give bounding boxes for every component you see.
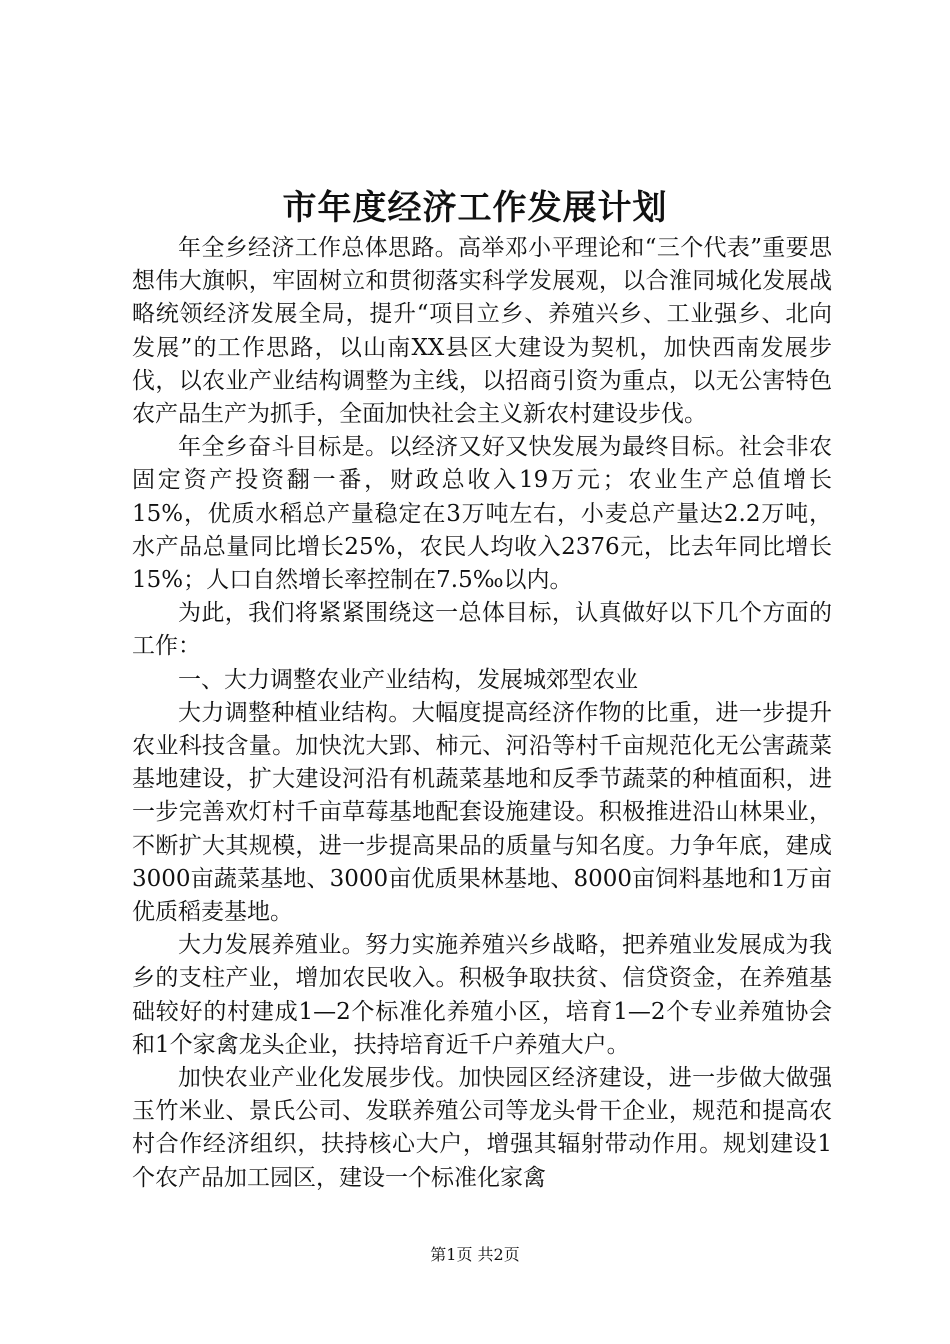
paragraph-work-intro: 为此，我们将紧紧围绕这一总体目标，认真做好以下几个方面的工作： (132, 600, 832, 660)
section-heading-agriculture: 一、大力调整农业产业结构，发展城郊型农业 (178, 666, 638, 693)
page-footer: 第1页 共2页 (430, 1245, 520, 1264)
paragraph-breeding-industry: 大力发展养殖业。努力实施养殖兴乡战略，把养殖业发展成为我乡的支柱产业，增加农民收入。积极争取扶贫、信贷资金，在养殖基础较好的村建成1—2个标准化养殖小区，培育1—2个专业养殖协会和1个家禽龙头企业，扶持培育近千户养殖大户。 (132, 932, 832, 1058)
paragraph-industrialization: 加快农业产业化发展步伐。加快园区经济建设，进一步做大做强玉竹米业、景氏公司、发联养殖公司等龙头骨干企业，规范和提高农村合作经济组织，扶持核心大户，增强其辐射带动作用。规划建设1个农产品加工园区，建设一个标准化家禽 (132, 1065, 832, 1191)
document-body (132, 232, 832, 1195)
paragraph-planting-structure: 大力调整种植业结构。大幅度提高经济作物的比重，进一步提升农业科技含量。加快沈大郢、柿元、河沿等村千亩规范化无公害蔬菜基地建设，扩大建设河沿有机蔬菜基地和反季节蔬菜的种植面积，进一步完善欢灯村千亩草莓基地配套设施建设。积极推进沿山林果业，不断扩大其规模，进一步提高果品的质量与知名度。力争年底，建成3000亩蔬菜基地、3000亩优质果林基地、8000亩饲料基地和1万亩优质稻麦基地。 (132, 699, 832, 926)
paragraph-overall-approach: 年全乡经济工作总体思路。高举邓小平理论和“三个代表”重要思想伟大旗帜，牢固树立和贯彻落实科学发展观，以合淮同城化发展战略统领经济发展全局，提升“项目立乡、养殖兴乡、工业强乡、北向发展”的工作思路，以山南XX县区大建设为契机，加快西南发展步伐，以农业产业结构调整为主线，以招商引资为重点，以无公害特色农产品生产为抓手，全面加快社会主义新农村建设步伐。 (132, 235, 832, 428)
document-title: 市年度经济工作发展计划 (282, 188, 668, 228)
paragraph-annual-goals: 年全乡奋斗目标是。以经济又好又快发展为最终目标。社会非农固定资产投资翻一番，财政总收入19万元；农业生产总值增长15%，优质水稻总产量稳定在3万吨左右，小麦总产量达2.2万吨，水产品总量同比增长25%，农民人均收入2376元，比去年同比增长15%；人口自然增长率控制在7.5‰以内。 (132, 434, 832, 594)
